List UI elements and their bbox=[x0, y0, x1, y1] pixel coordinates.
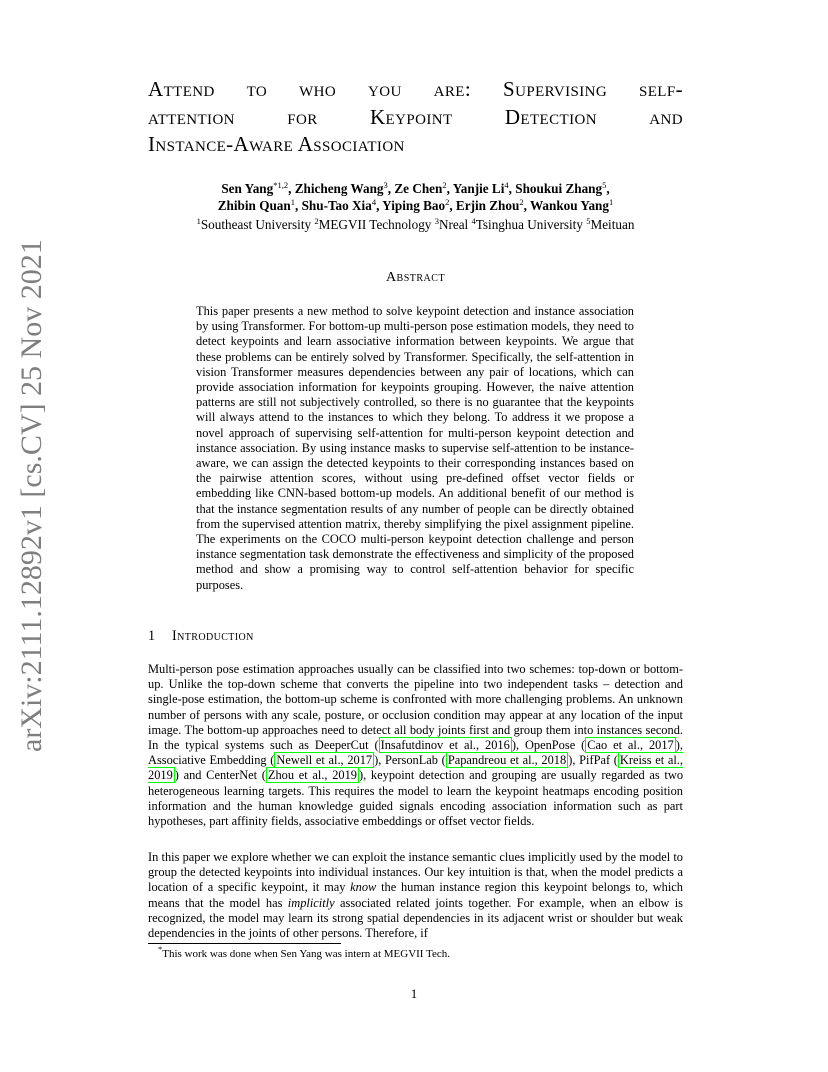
author-name: Yanjie Li bbox=[452, 181, 505, 196]
citation-link[interactable]: Newell et al., 2017 bbox=[276, 753, 373, 768]
section-number: 1 bbox=[148, 628, 156, 644]
body-text: ), OpenPose ( bbox=[511, 738, 586, 753]
author-sup: 2 bbox=[519, 197, 524, 207]
affiliation: MEGVII Technology bbox=[318, 217, 432, 232]
affiliation-sup: 2 bbox=[314, 216, 319, 226]
author-sup: *1,2 bbox=[273, 180, 289, 190]
section-heading bbox=[148, 628, 254, 645]
citation-link[interactable]: Papandreou et al., 2018 bbox=[447, 753, 567, 768]
author-name: Erjin Zhou bbox=[455, 198, 520, 213]
author-name: Ze Chen bbox=[394, 181, 443, 196]
footnote-text: This work was done when Sen Yang was intern at MEGVII Tech. bbox=[162, 948, 450, 960]
title-line-2: attention for Keypoint Detection and bbox=[148, 104, 683, 129]
author-name: Sen Yang bbox=[221, 181, 274, 196]
affiliation-sup: 4 bbox=[471, 216, 476, 226]
body-text: ), Associative Embedding ( bbox=[148, 738, 683, 768]
body-text: ) and CenterNet ( bbox=[174, 768, 266, 783]
section-title: Introduction bbox=[172, 628, 254, 644]
author-name: Shu-Tao Xia bbox=[301, 198, 372, 213]
paper-title bbox=[148, 76, 683, 159]
affiliation-list bbox=[148, 216, 683, 233]
body-text: ), PifPaf ( bbox=[568, 753, 618, 768]
body-text: ), keypoint detection and grouping are usually regarded as two heterogeneous learning targets. This requires the model to learn the keypoint heatmaps encoding position information and the human knowledge guided signals encoding association information such as part hypotheses, part affinity fields, associative embeddings or offset vector fields. bbox=[148, 768, 684, 829]
affiliation-sup: 1 bbox=[196, 216, 201, 226]
author-name: Wankou Yang bbox=[529, 198, 609, 213]
abstract-body: This paper presents a new method to solve keypoint detection and instance association by using Transformer. For bottom-up multi-person pose estimation models, they need to detect keypoints and learn associative information between keypoints. We argue that these problems can be entirely solved by Transformer. Specifically, the self-attention in vision Transformer measures dependencies between any pair of locations, which can provide association information for keypoints grouping. However, the naive attention patterns are still not subjectively controlled, so there is no guarantee that the keypoints will always attend to the instances to which they belong. To address it we propose a novel approach of supervising self-attention for multi-person keypoint detection and instance association. By using instance masks to supervise self-attention to be instance-aware, we can assign the detected keypoints to their corresponding instances based on the pairwise attention scores, without using pre-defined offset vector fields or embedding like CNN-based bottom-up models. An additional benefit of our method is that the instance segmentation results of any number of people can be directly obtained from the supervised attention matrix, thereby simplifying the pixel assignment pipeline. The experiments on the COCO multi-person keypoint detection challenge and person instance segmentation task demonstrate the effectiveness and simplicity of the proposed method and show a promising way to control self-attention behavior for specific purposes. bbox=[196, 304, 634, 592]
emphasis-text: implicitly bbox=[287, 895, 335, 910]
author-sup: 1 bbox=[608, 197, 614, 207]
affiliation: Tsinghua University bbox=[475, 217, 583, 232]
affiliation: Nreal bbox=[438, 217, 469, 232]
author-sup: 3 bbox=[383, 180, 388, 190]
author-name: Yiping Bao bbox=[382, 198, 446, 213]
arxiv-identifier: arXiv:2111.12892v1 [cs.CV] 25 Nov 2021 bbox=[15, 239, 48, 752]
title-line-1: Attend to who you are: Supervising self- bbox=[148, 77, 683, 101]
citation-link[interactable]: Cao et al., 2017 bbox=[587, 738, 674, 753]
author-sup: 1 bbox=[290, 197, 295, 207]
author-name: Zhibin Quan bbox=[217, 198, 291, 213]
author-sup: 2 bbox=[442, 180, 447, 190]
body-text: associated related joints together. For example, when an elbow is recognized, the model may learn its strong spatial dependencies in its adjacent wrist or shoulder but weak dependencies in the joints of other persons. Therefore, if bbox=[148, 895, 683, 941]
footnote bbox=[158, 944, 450, 960]
body-text: In this paper we explore whether we can exploit the instance semantic clues implicitly used by the model to group the detected keypoints into individual instances. Our key intuition is that, when the model predicts a location of a specific keypoint, it may bbox=[148, 850, 683, 895]
footnote-mark: * bbox=[158, 944, 163, 954]
author-name: Zhicheng Wang bbox=[294, 181, 384, 196]
title-line-3: Instance-Aware Association bbox=[148, 132, 405, 156]
affiliation-sup: 5 bbox=[586, 216, 591, 226]
author-name: Shoukui Zhang bbox=[515, 181, 603, 196]
intro-paragraph-2 bbox=[148, 850, 683, 941]
emphasis-text: know bbox=[350, 880, 377, 895]
intro-paragraph-1 bbox=[148, 662, 683, 829]
author-list: Sen Yang$^{*1,2}$, Zhicheng Wang$^3$, Ze Chen$^2$, Yanjie Li$^4$, Shoukui Zhang$^5$, Zhibin Quan$^1$, Shu-Tao Xia$^4$, Yiping Bao$^2$, Erjin Zhou$^2$, Wankou Yang$^1$ bbox=[217, 180, 614, 213]
body-text: ), PersonLab ( bbox=[374, 753, 446, 768]
citation-link[interactable]: Kreiss et al., 2019 bbox=[148, 753, 683, 783]
author-sup: 4 bbox=[371, 197, 377, 207]
author-sup: 5 bbox=[602, 180, 607, 190]
author-sup: 2 bbox=[445, 197, 450, 207]
footnote-rule bbox=[148, 943, 341, 944]
page-number: 1 bbox=[410, 986, 418, 1001]
body-text: the human instance region this keypoint belongs to, which means that the model has bbox=[148, 880, 683, 910]
citation-link[interactable]: Insafutdinov et al., 2016 bbox=[380, 738, 510, 753]
affiliation: Meituan bbox=[590, 217, 635, 232]
citation-link[interactable]: Zhou et al., 2019 bbox=[267, 768, 358, 783]
affiliation: Southeast University bbox=[200, 217, 312, 232]
affiliation-sup: 3 bbox=[434, 216, 439, 226]
body-text: Multi-person pose estimation approaches usually can be classified into two schemes: top-down or bottom-up. Unlike the top-down scheme that converts the pipeline into two independent tasks – detection and single-pose estimation, the bottom-up scheme is confronted with more challenging problems. An unknown number of persons with any scale, posture, or occlusion condition may appear at any location of the input image. The bottom-up approaches need to detect all body joints first and group them into instances second. In the typical systems such as DeeperCut ( bbox=[148, 662, 683, 753]
author-sup: 4 bbox=[504, 180, 509, 190]
abstract-heading: Abstract bbox=[385, 270, 446, 285]
